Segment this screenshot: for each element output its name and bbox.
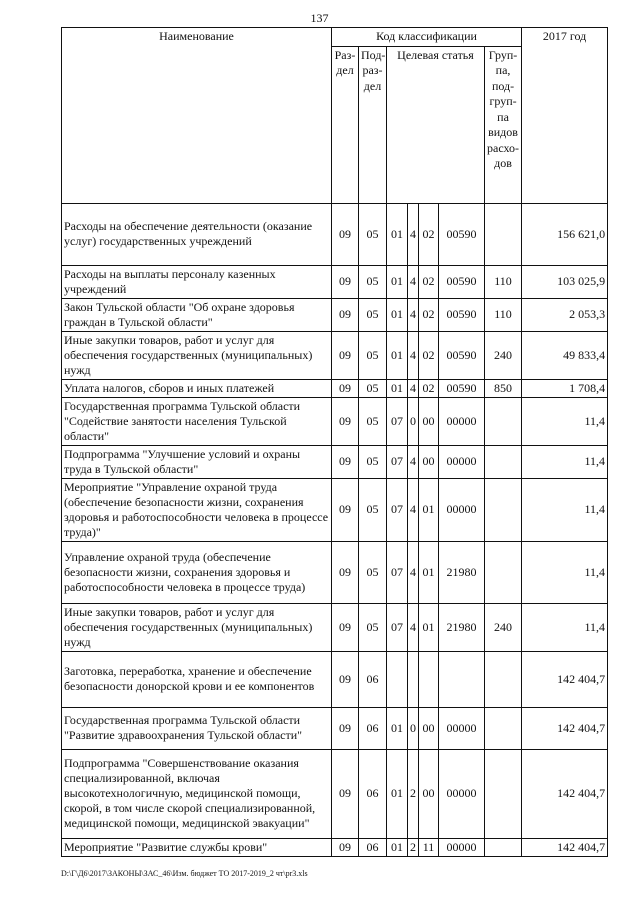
cell-name: Иные закупки товаров, работ и услуг для обеспечения государственных (муниципальных) нужд (62, 603, 332, 651)
cell-amount: 142 404,7 (522, 749, 608, 838)
cell-cs3: 02 (419, 265, 439, 298)
budget-table (61, 27, 608, 857)
cell-amount: 11,4 (522, 397, 608, 445)
cell-name: Государственная программа Тульской области "Содействие занятости населения Тульской области" (62, 397, 332, 445)
cell-vid (485, 541, 522, 603)
cell-razdel: 09 (332, 397, 359, 445)
cell-cs3: 11 (419, 838, 439, 856)
table-row (62, 838, 608, 856)
cell-name: Уплата налогов, сборов и иных платежей (62, 379, 332, 397)
cell-podrazdel: 05 (359, 203, 387, 265)
cell-podrazdel: 05 (359, 603, 387, 651)
cell-cs2: 4 (408, 541, 419, 603)
cell-name: Заготовка, переработка, хранение и обеспечение безопасности донорской крови и ее компонентов (62, 651, 332, 707)
cell-vid (485, 749, 522, 838)
cell-amount: 11,4 (522, 541, 608, 603)
cell-name: Подпрограмма "Совершенствование оказания специализированной, включая высокотехнологичную, медицинской помощи, скорой, в том числе скорой специализированной, медицинской помощи, медицинской эвакуации" (62, 749, 332, 838)
cell-cs2: 4 (408, 603, 419, 651)
cell-cs2: 0 (408, 397, 419, 445)
cell-cs2: 4 (408, 478, 419, 541)
cell-podrazdel: 05 (359, 445, 387, 478)
cell-cs4: 00590 (439, 298, 485, 331)
cell-amount: 156 621,0 (522, 203, 608, 265)
cell-amount: 49 833,4 (522, 331, 608, 379)
cell-cs3: 00 (419, 397, 439, 445)
cell-podrazdel: 05 (359, 379, 387, 397)
cell-cs3: 01 (419, 478, 439, 541)
cell-vid: 110 (485, 298, 522, 331)
cell-vid: 850 (485, 379, 522, 397)
cell-podrazdel: 06 (359, 707, 387, 749)
cell-cs4: 00590 (439, 265, 485, 298)
table-row (62, 651, 608, 707)
cell-cs3: 01 (419, 541, 439, 603)
cell-name: Расходы на обеспечение деятельности (оказание услуг) государственных учреждений (62, 203, 332, 265)
header-name: Наименование (62, 28, 332, 204)
cell-vid (485, 838, 522, 856)
table-row (62, 707, 608, 749)
cell-name: Подпрограмма "Улучшение условий и охраны труда в Тульской области" (62, 445, 332, 478)
cell-vid (485, 651, 522, 707)
cell-cs1: 01 (387, 838, 408, 856)
header-expense-group: Груп- па, под- груп- па видов расхо- дов (485, 46, 522, 203)
cell-podrazdel: 06 (359, 749, 387, 838)
cell-podrazdel: 05 (359, 298, 387, 331)
cell-name: Закон Тульской области "Об охране здоровья граждан в Тульской области" (62, 298, 332, 331)
header-year: 2017 год (522, 28, 608, 204)
cell-cs1: 07 (387, 397, 408, 445)
header-subsection: Под- раз- дел (359, 46, 387, 203)
cell-name: Государственная программа Тульской области "Развитие здравоохранения Тульской области" (62, 707, 332, 749)
table-row (62, 749, 608, 838)
header-code: Код классификации (332, 28, 522, 47)
table-row (62, 331, 608, 379)
cell-cs3: 02 (419, 379, 439, 397)
cell-cs4: 00000 (439, 478, 485, 541)
cell-cs2: 4 (408, 331, 419, 379)
cell-cs2: 4 (408, 203, 419, 265)
cell-podrazdel: 05 (359, 265, 387, 298)
cell-cs4: 00000 (439, 397, 485, 445)
cell-cs3: 00 (419, 707, 439, 749)
cell-cs3 (419, 651, 439, 707)
cell-cs3: 02 (419, 298, 439, 331)
cell-cs2: 2 (408, 749, 419, 838)
cell-cs4 (439, 651, 485, 707)
cell-cs4: 00000 (439, 445, 485, 478)
cell-cs1: 01 (387, 707, 408, 749)
cell-amount: 142 404,7 (522, 707, 608, 749)
cell-cs2 (408, 651, 419, 707)
table-row (62, 541, 608, 603)
cell-vid: 240 (485, 603, 522, 651)
cell-razdel: 09 (332, 445, 359, 478)
cell-vid: 240 (485, 331, 522, 379)
cell-vid (485, 478, 522, 541)
cell-podrazdel: 05 (359, 541, 387, 603)
cell-cs1: 01 (387, 298, 408, 331)
cell-amount: 103 025,9 (522, 265, 608, 298)
cell-cs3: 00 (419, 445, 439, 478)
cell-cs3: 00 (419, 749, 439, 838)
cell-razdel: 09 (332, 298, 359, 331)
table-row (62, 478, 608, 541)
cell-name: Мероприятие "Развитие службы крови" (62, 838, 332, 856)
cell-vid: 110 (485, 265, 522, 298)
cell-amount: 11,4 (522, 603, 608, 651)
cell-podrazdel: 05 (359, 478, 387, 541)
cell-razdel: 09 (332, 707, 359, 749)
cell-cs1: 07 (387, 541, 408, 603)
header-section: Раз- дел (332, 46, 359, 203)
cell-name: Управление охраной труда (обеспечение безопасности жизни, сохранения здоровья и работоспособности человека в процессе труда) (62, 541, 332, 603)
cell-amount: 11,4 (522, 445, 608, 478)
cell-amount: 1 708,4 (522, 379, 608, 397)
cell-vid (485, 707, 522, 749)
cell-cs1: 01 (387, 265, 408, 298)
cell-cs4: 21980 (439, 603, 485, 651)
cell-cs2: 4 (408, 265, 419, 298)
cell-cs4: 00590 (439, 331, 485, 379)
table-row (62, 603, 608, 651)
cell-vid (485, 445, 522, 478)
header-target-article: Целевая статья (387, 46, 485, 203)
cell-cs2: 4 (408, 379, 419, 397)
cell-cs1: 07 (387, 445, 408, 478)
table-row (62, 298, 608, 331)
cell-razdel: 09 (332, 651, 359, 707)
cell-cs2: 4 (408, 298, 419, 331)
cell-name: Расходы на выплаты персоналу казенных учреждений (62, 265, 332, 298)
table-row (62, 397, 608, 445)
cell-cs1: 01 (387, 203, 408, 265)
cell-razdel: 09 (332, 379, 359, 397)
cell-cs4: 00000 (439, 838, 485, 856)
cell-razdel: 09 (332, 265, 359, 298)
cell-cs1 (387, 651, 408, 707)
cell-cs3: 02 (419, 331, 439, 379)
cell-razdel: 09 (332, 203, 359, 265)
cell-podrazdel: 06 (359, 651, 387, 707)
cell-amount: 142 404,7 (522, 651, 608, 707)
file-path-footer: D:\Г\Д6\2017\ЗАКОНЫ\ЗАС_46\Изм. бюджет ТО 2017-2019_2 чт\pr3.xls (61, 869, 308, 878)
cell-cs1: 01 (387, 749, 408, 838)
cell-cs2: 0 (408, 707, 419, 749)
cell-cs3: 01 (419, 603, 439, 651)
table-row (62, 445, 608, 478)
cell-cs4: 00590 (439, 203, 485, 265)
cell-razdel: 09 (332, 838, 359, 856)
cell-amount: 142 404,7 (522, 838, 608, 856)
cell-podrazdel: 05 (359, 331, 387, 379)
cell-cs4: 00000 (439, 707, 485, 749)
table-row (62, 379, 608, 397)
cell-cs1: 07 (387, 603, 408, 651)
cell-podrazdel: 05 (359, 397, 387, 445)
cell-vid (485, 397, 522, 445)
cell-name: Иные закупки товаров, работ и услуг для обеспечения государственных (муниципальных) нужд (62, 331, 332, 379)
cell-razdel: 09 (332, 331, 359, 379)
cell-cs4: 00590 (439, 379, 485, 397)
cell-cs1: 01 (387, 331, 408, 379)
cell-cs2: 4 (408, 445, 419, 478)
cell-razdel: 09 (332, 603, 359, 651)
cell-amount: 11,4 (522, 478, 608, 541)
table-row (62, 203, 608, 265)
cell-cs1: 07 (387, 478, 408, 541)
cell-amount: 2 053,3 (522, 298, 608, 331)
cell-cs4: 21980 (439, 541, 485, 603)
cell-name: Мероприятие "Управление охраной труда (обеспечение безопасности жизни, сохранения здоровья и работоспособности человека в процессе труда)" (62, 478, 332, 541)
page-number: 137 (310, 11, 329, 25)
cell-cs2: 2 (408, 838, 419, 856)
cell-razdel: 09 (332, 749, 359, 838)
cell-podrazdel: 06 (359, 838, 387, 856)
cell-vid (485, 203, 522, 265)
cell-cs1: 01 (387, 379, 408, 397)
cell-razdel: 09 (332, 541, 359, 603)
table-row (62, 265, 608, 298)
cell-cs4: 00000 (439, 749, 485, 838)
cell-cs3: 02 (419, 203, 439, 265)
cell-razdel: 09 (332, 478, 359, 541)
